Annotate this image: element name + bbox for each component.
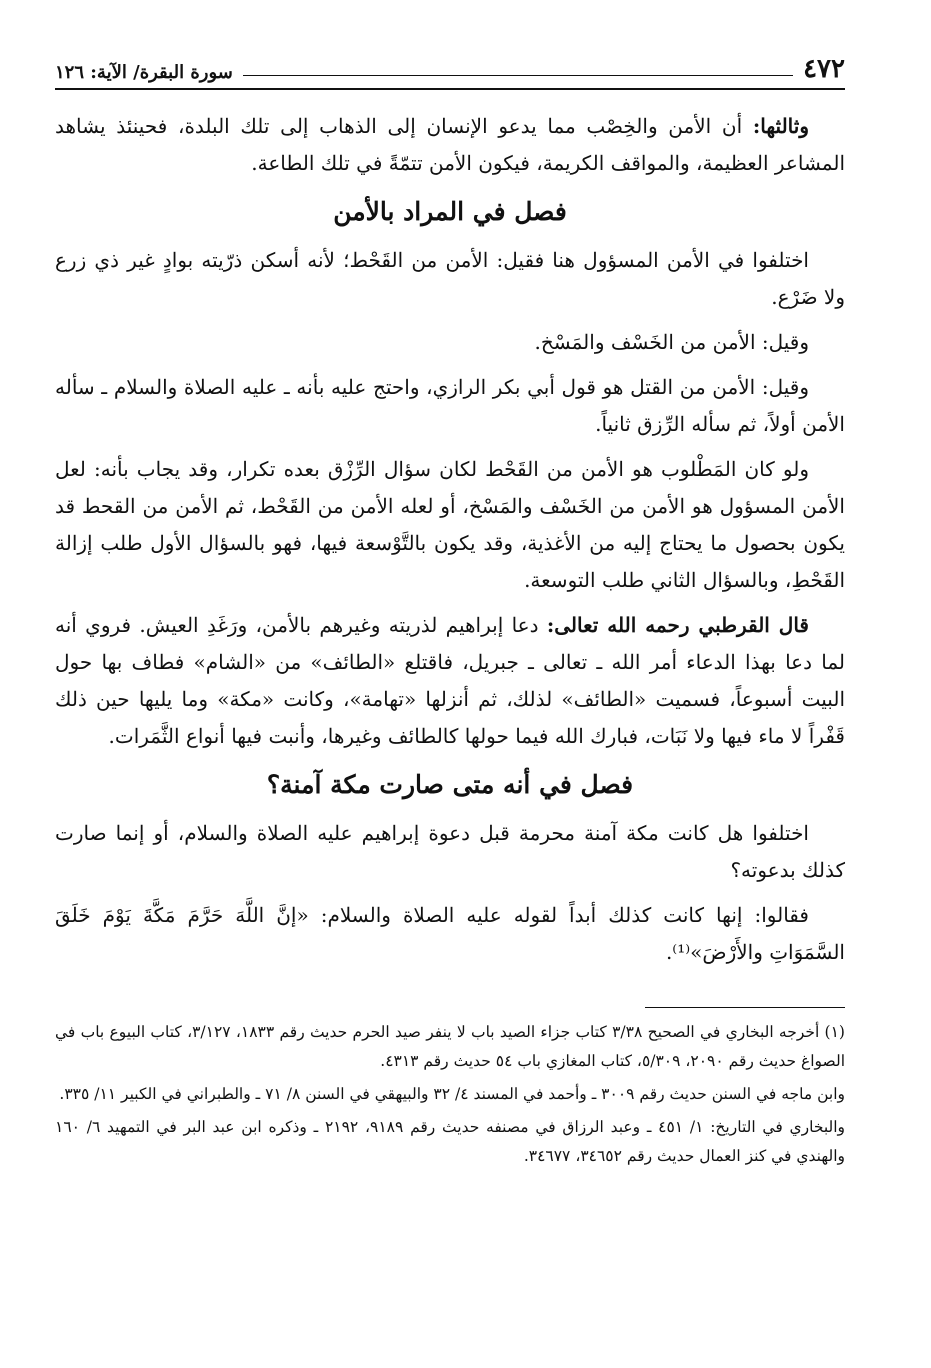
paragraph: فقالوا: إنها كانت كذلك أبداً لقوله عليه الصلاة والسلام: «إنَّ اللَّهَ حَرَّمَ مَكَّةَ يَوْمَ خَلَقَ السَّمَوَاتِ والأَرْضَ»⁽¹⁾. bbox=[55, 903, 845, 964]
header-divider bbox=[55, 88, 845, 90]
document-page bbox=[55, 38, 845, 1348]
footnote: والبخاري في التاريخ: ١/ ٤٥١ ـ وعبد الرزاق في مصنفه حديث رقم ٩١٨٩، ٢١٩٢ ـ وذكره ابن عبد البر في التمهيد ٦/ ١٦٠ والهندي في كنز العمال حديث رقم ٣٤٦٥٢، ٣٤٦٧٧. bbox=[55, 1118, 846, 1165]
paragraph-text: أن الأمن والخِصْب مما يدعو الإنسان إلى الذهاب إلى تلك البلدة، فحينئذ يشاهد المشاعر العظيمة، والمواقف الكريمة، فيكون الأمن تتمّةً في تلك الطاعة. bbox=[55, 114, 845, 175]
paragraph: وقيل: الأمن من الخَسْف والمَسْخ. bbox=[534, 330, 809, 354]
paragraph-qurtubi bbox=[55, 607, 845, 755]
paragraph: ولو كان المَطْلوب هو الأمن من القَحْط لكان سؤال الرِّزْق بعده تكرار، وقد يجاب بأنه: لعل الأمن المسؤول هو الأمن من الخَسْف والمَسْخ، أو لعله الأمن من القَحْط، ثم الأمن من القحط قد يكون بحصول ما يحتاج إليه من الأغذية، وقد يكون بالتَّوْسعة فيها، فهو بالسؤال الأول طلب إزالة القَحْطِ، وبالسؤال الثاني طلب التوسعة. bbox=[55, 457, 845, 592]
paragraph-thirdly bbox=[55, 108, 845, 182]
paragraph-lead: وثالثها: bbox=[752, 114, 809, 138]
paragraph: اختلفوا في الأمن المسؤول هنا فقيل: الأمن من القَحْط؛ لأنه أسكن ذرّيته بوادٍ غير ذي زرع ولا ضَرْع. bbox=[55, 248, 845, 309]
footnotes bbox=[55, 1018, 845, 1171]
footnote: (١) أخرجه البخاري في الصحيح ٣/٣٨ كتاب جزاء الصيد باب لا ينفر صيد الحرم حديث رقم ١٨٣٣، ٣/١٢٧، كتاب البيوع باب في الصواغ حديث رقم ٢٠٩٠، ٥/٣٠٩، كتاب المغازي باب ٥٤ حديث رقم ٤٣١٣. bbox=[55, 1023, 845, 1070]
paragraph: وقيل: الأمن من القتل هو قول أبي بكر الرازي، واحتج عليه بأنه ـ عليه الصلاة والسلام ـ سأله الأمن أولاً، ثم سأله الرِّزق ثانياً. bbox=[55, 375, 845, 436]
page-number: ٤٧٢ bbox=[803, 54, 845, 84]
header-rule bbox=[243, 75, 793, 76]
surah-reference: سورة البقرة/ الآية: ١٢٦ bbox=[55, 62, 233, 83]
paragraph: اختلفوا هل كانت مكة آمنة محرمة قبل دعوة إبراهيم عليه الصلاة والسلام، أو إنما صارت كذلك بدعوته؟ bbox=[55, 821, 845, 882]
footnote-separator bbox=[645, 1007, 845, 1008]
paragraph-lead: قال القرطبي رحمه الله تعالى: bbox=[546, 613, 809, 637]
section-heading-security: فصل في المراد بالأمن bbox=[333, 197, 567, 226]
paragraph-text: دعا إبراهيم لذريته وغيرهم بالأمن، ورَغَدِ العيش. فروي أنه لما دعا بهذا الدعاء أمر الله ـ تعالى ـ جبريل، فاقتلع «الطائف» من «الشام» فطاف بها حول البيت أسبوعاً، فسميت «الطائف» لذلك، ثم أنزلها «تهامة»، وكانت «مكة» وما يليها حين ذلك قَفْراً لا ماء فيها ولا نَبَات، فبارك الله فيما حولها كالطائف وغيرها، وأنبت فيها أنواع الثَّمَرات. bbox=[55, 613, 845, 748]
page-header bbox=[55, 38, 845, 88]
footnote: وابن ماجه في السنن حديث رقم ٣٠٠٩ ـ وأحمد في المسند ٤/ ٣٢ والبيهقي في السنن ٨/ ٧١ ـ والطبراني في الكبير ١١/ ٣٣٥. bbox=[59, 1085, 845, 1103]
section-heading-makkah: فصل في أنه متى صارت مكة آمنة؟ bbox=[266, 770, 634, 799]
